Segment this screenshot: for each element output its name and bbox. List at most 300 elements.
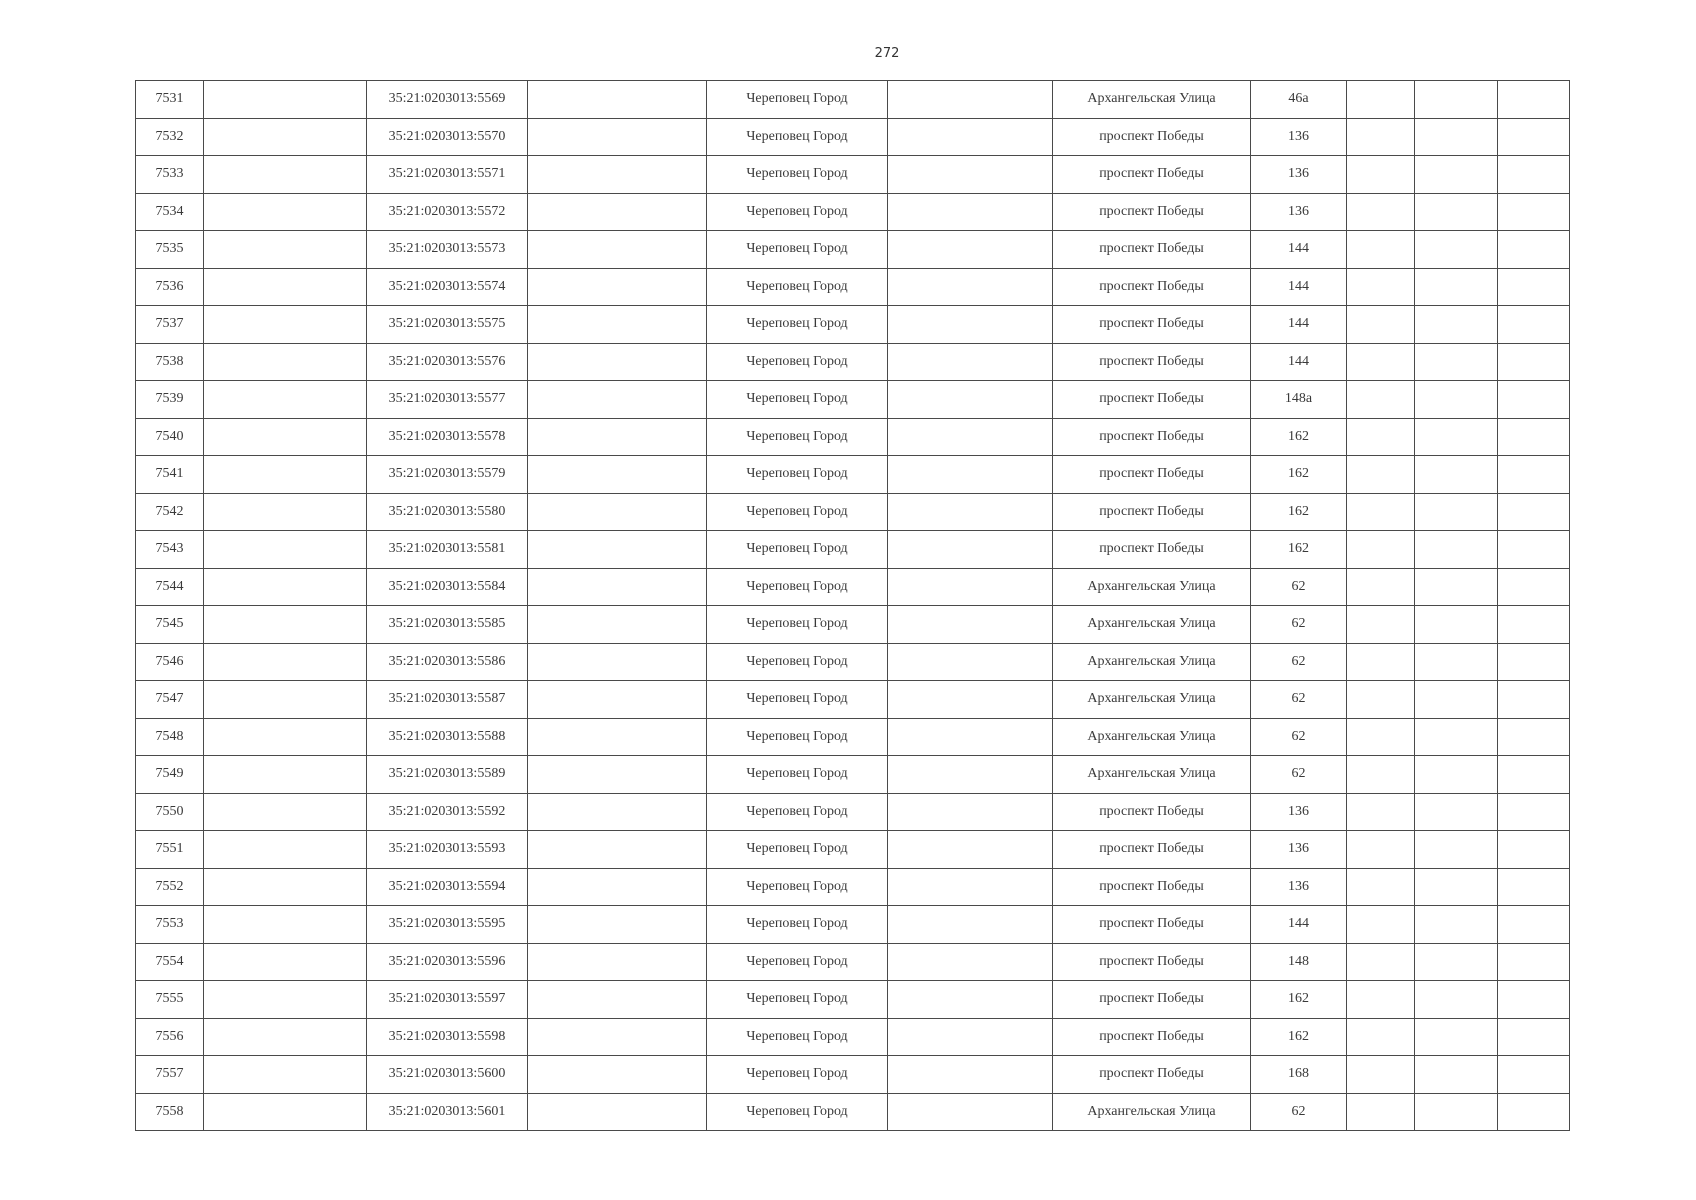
- city-cell: Череповец Город: [707, 156, 888, 194]
- empty-cell: [1347, 156, 1415, 194]
- empty-cell: [204, 643, 367, 681]
- empty-cell: [528, 943, 707, 981]
- empty-cell: [204, 193, 367, 231]
- house-number-cell: 162: [1251, 418, 1347, 456]
- empty-cell: [1347, 531, 1415, 569]
- city-cell: Череповец Город: [707, 568, 888, 606]
- empty-cell: [1498, 343, 1570, 381]
- cadastral-number-cell: 35:21:0203013:5578: [367, 418, 528, 456]
- cadastral-number-cell: 35:21:0203013:5584: [367, 568, 528, 606]
- empty-cell: [1498, 118, 1570, 156]
- cadastral-number-cell: 35:21:0203013:5577: [367, 381, 528, 419]
- empty-cell: [1347, 793, 1415, 831]
- cadastral-number-cell: 35:21:0203013:5597: [367, 981, 528, 1019]
- cadastral-number-cell: 35:21:0203013:5600: [367, 1056, 528, 1094]
- empty-cell: [1498, 306, 1570, 344]
- empty-cell: [1498, 1093, 1570, 1131]
- house-number-cell: 144: [1251, 906, 1347, 944]
- empty-cell: [204, 493, 367, 531]
- street-cell: проспект Победы: [1053, 343, 1251, 381]
- empty-cell: [204, 156, 367, 194]
- empty-cell: [1347, 268, 1415, 306]
- empty-cell: [888, 306, 1053, 344]
- empty-cell: [204, 456, 367, 494]
- empty-cell: [1498, 381, 1570, 419]
- empty-cell: [528, 156, 707, 194]
- empty-cell: [204, 718, 367, 756]
- empty-cell: [888, 456, 1053, 494]
- table-row: [136, 268, 1570, 306]
- table-row: [136, 943, 1570, 981]
- empty-cell: [888, 606, 1053, 644]
- empty-cell: [204, 81, 367, 119]
- street-cell: проспект Победы: [1053, 118, 1251, 156]
- house-number-cell: 162: [1251, 493, 1347, 531]
- empty-cell: [204, 118, 367, 156]
- street-cell: Архангельская Улица: [1053, 81, 1251, 119]
- cadastral-number-cell: 35:21:0203013:5601: [367, 1093, 528, 1131]
- empty-cell: [1347, 681, 1415, 719]
- empty-cell: [528, 718, 707, 756]
- empty-cell: [1415, 268, 1498, 306]
- empty-cell: [1498, 606, 1570, 644]
- empty-cell: [1498, 418, 1570, 456]
- empty-cell: [528, 1056, 707, 1094]
- row-number-cell: 7534: [136, 193, 204, 231]
- city-cell: Череповец Город: [707, 906, 888, 944]
- street-cell: Архангельская Улица: [1053, 1093, 1251, 1131]
- city-cell: Череповец Город: [707, 793, 888, 831]
- empty-cell: [204, 231, 367, 269]
- empty-cell: [1415, 718, 1498, 756]
- cadastral-number-cell: 35:21:0203013:5576: [367, 343, 528, 381]
- street-cell: проспект Победы: [1053, 456, 1251, 494]
- empty-cell: [204, 831, 367, 869]
- table-row: [136, 118, 1570, 156]
- empty-cell: [1347, 1018, 1415, 1056]
- empty-cell: [888, 681, 1053, 719]
- house-number-cell: 144: [1251, 231, 1347, 269]
- empty-cell: [888, 718, 1053, 756]
- table-row: [136, 81, 1570, 119]
- row-number-cell: 7532: [136, 118, 204, 156]
- cadastral-number-cell: 35:21:0203013:5594: [367, 868, 528, 906]
- row-number-cell: 7541: [136, 456, 204, 494]
- empty-cell: [1347, 831, 1415, 869]
- table-row: [136, 193, 1570, 231]
- cadastral-number-cell: 35:21:0203013:5573: [367, 231, 528, 269]
- cadastral-number-cell: 35:21:0203013:5570: [367, 118, 528, 156]
- empty-cell: [1415, 1093, 1498, 1131]
- empty-cell: [528, 606, 707, 644]
- empty-cell: [1498, 156, 1570, 194]
- house-number-cell: 136: [1251, 831, 1347, 869]
- empty-cell: [888, 193, 1053, 231]
- empty-cell: [204, 793, 367, 831]
- empty-cell: [1415, 643, 1498, 681]
- row-number-cell: 7535: [136, 231, 204, 269]
- cadastral-number-cell: 35:21:0203013:5571: [367, 156, 528, 194]
- empty-cell: [1415, 418, 1498, 456]
- empty-cell: [204, 981, 367, 1019]
- street-cell: проспект Победы: [1053, 906, 1251, 944]
- street-cell: проспект Победы: [1053, 493, 1251, 531]
- empty-cell: [1347, 568, 1415, 606]
- house-number-cell: 46а: [1251, 81, 1347, 119]
- street-cell: проспект Победы: [1053, 193, 1251, 231]
- street-cell: проспект Победы: [1053, 831, 1251, 869]
- empty-cell: [1347, 1093, 1415, 1131]
- empty-cell: [1498, 643, 1570, 681]
- table-row: [136, 456, 1570, 494]
- row-number-cell: 7544: [136, 568, 204, 606]
- house-number-cell: 136: [1251, 193, 1347, 231]
- city-cell: Череповец Город: [707, 81, 888, 119]
- cadastral-number-cell: 35:21:0203013:5575: [367, 306, 528, 344]
- empty-cell: [528, 306, 707, 344]
- empty-cell: [528, 568, 707, 606]
- table-row: [136, 156, 1570, 194]
- table-row: [136, 531, 1570, 569]
- house-number-cell: 62: [1251, 681, 1347, 719]
- empty-cell: [528, 906, 707, 944]
- table-row: [136, 681, 1570, 719]
- empty-cell: [1415, 906, 1498, 944]
- house-number-cell: 144: [1251, 268, 1347, 306]
- empty-cell: [1415, 756, 1498, 794]
- row-number-cell: 7556: [136, 1018, 204, 1056]
- table-row: [136, 718, 1570, 756]
- table-row: [136, 606, 1570, 644]
- table-row: [136, 306, 1570, 344]
- city-cell: Череповец Город: [707, 681, 888, 719]
- row-number-cell: 7552: [136, 868, 204, 906]
- empty-cell: [888, 943, 1053, 981]
- cadastral-number-cell: 35:21:0203013:5586: [367, 643, 528, 681]
- empty-cell: [1347, 868, 1415, 906]
- empty-cell: [1498, 831, 1570, 869]
- empty-cell: [888, 981, 1053, 1019]
- house-number-cell: 162: [1251, 1018, 1347, 1056]
- row-number-cell: 7536: [136, 268, 204, 306]
- empty-cell: [888, 1093, 1053, 1131]
- empty-cell: [528, 531, 707, 569]
- empty-cell: [888, 793, 1053, 831]
- street-cell: проспект Победы: [1053, 268, 1251, 306]
- empty-cell: [1415, 1018, 1498, 1056]
- house-number-cell: 62: [1251, 1093, 1347, 1131]
- empty-cell: [204, 306, 367, 344]
- empty-cell: [204, 681, 367, 719]
- row-number-cell: 7539: [136, 381, 204, 419]
- empty-cell: [528, 493, 707, 531]
- city-cell: Череповец Город: [707, 831, 888, 869]
- empty-cell: [204, 268, 367, 306]
- street-cell: Архангельская Улица: [1053, 606, 1251, 644]
- empty-cell: [1415, 793, 1498, 831]
- table-row: [136, 418, 1570, 456]
- empty-cell: [1415, 306, 1498, 344]
- city-cell: Череповец Город: [707, 643, 888, 681]
- street-cell: проспект Победы: [1053, 418, 1251, 456]
- empty-cell: [1415, 981, 1498, 1019]
- empty-cell: [204, 756, 367, 794]
- row-number-cell: 7542: [136, 493, 204, 531]
- row-number-cell: 7540: [136, 418, 204, 456]
- table-row: [136, 231, 1570, 269]
- row-number-cell: 7554: [136, 943, 204, 981]
- empty-cell: [1498, 456, 1570, 494]
- row-number-cell: 7553: [136, 906, 204, 944]
- empty-cell: [528, 793, 707, 831]
- city-cell: Череповец Город: [707, 343, 888, 381]
- city-cell: Череповец Город: [707, 118, 888, 156]
- empty-cell: [888, 1056, 1053, 1094]
- empty-cell: [1498, 81, 1570, 119]
- table-row: [136, 493, 1570, 531]
- empty-cell: [204, 531, 367, 569]
- street-cell: проспект Победы: [1053, 156, 1251, 194]
- empty-cell: [528, 268, 707, 306]
- table-row: [136, 906, 1570, 944]
- empty-cell: [1415, 81, 1498, 119]
- empty-cell: [528, 343, 707, 381]
- empty-cell: [1347, 306, 1415, 344]
- street-cell: проспект Победы: [1053, 868, 1251, 906]
- street-cell: проспект Победы: [1053, 1018, 1251, 1056]
- table-row: [136, 1056, 1570, 1094]
- city-cell: Череповец Город: [707, 231, 888, 269]
- empty-cell: [1347, 193, 1415, 231]
- empty-cell: [204, 343, 367, 381]
- empty-cell: [888, 756, 1053, 794]
- house-number-cell: 148а: [1251, 381, 1347, 419]
- empty-cell: [1415, 868, 1498, 906]
- row-number-cell: 7546: [136, 643, 204, 681]
- street-cell: проспект Победы: [1053, 306, 1251, 344]
- street-cell: проспект Победы: [1053, 1056, 1251, 1094]
- empty-cell: [1415, 456, 1498, 494]
- empty-cell: [528, 81, 707, 119]
- street-cell: проспект Победы: [1053, 231, 1251, 269]
- empty-cell: [1498, 943, 1570, 981]
- street-cell: проспект Победы: [1053, 531, 1251, 569]
- empty-cell: [528, 831, 707, 869]
- city-cell: Череповец Город: [707, 1056, 888, 1094]
- empty-cell: [1498, 681, 1570, 719]
- cadastral-number-cell: 35:21:0203013:5579: [367, 456, 528, 494]
- house-number-cell: 62: [1251, 568, 1347, 606]
- empty-cell: [1498, 531, 1570, 569]
- row-number-cell: 7538: [136, 343, 204, 381]
- street-cell: Архангельская Улица: [1053, 643, 1251, 681]
- city-cell: Череповец Город: [707, 456, 888, 494]
- empty-cell: [204, 906, 367, 944]
- cadastral-number-cell: 35:21:0203013:5593: [367, 831, 528, 869]
- row-number-cell: 7558: [136, 1093, 204, 1131]
- empty-cell: [204, 868, 367, 906]
- empty-cell: [888, 568, 1053, 606]
- row-number-cell: 7557: [136, 1056, 204, 1094]
- street-cell: Архангельская Улица: [1053, 756, 1251, 794]
- empty-cell: [1415, 831, 1498, 869]
- empty-cell: [1415, 381, 1498, 419]
- empty-cell: [1347, 493, 1415, 531]
- house-number-cell: 144: [1251, 306, 1347, 344]
- empty-cell: [204, 1093, 367, 1131]
- table-row: [136, 756, 1570, 794]
- cadastral-number-cell: 35:21:0203013:5595: [367, 906, 528, 944]
- table-body: [136, 81, 1570, 1131]
- empty-cell: [528, 456, 707, 494]
- empty-cell: [888, 418, 1053, 456]
- cadastral-number-cell: 35:21:0203013:5587: [367, 681, 528, 719]
- city-cell: Череповец Город: [707, 381, 888, 419]
- table-row: [136, 1093, 1570, 1131]
- empty-cell: [1415, 193, 1498, 231]
- house-number-cell: 162: [1251, 456, 1347, 494]
- empty-cell: [888, 118, 1053, 156]
- city-cell: Череповец Город: [707, 981, 888, 1019]
- empty-cell: [1347, 343, 1415, 381]
- empty-cell: [1347, 81, 1415, 119]
- empty-cell: [1347, 943, 1415, 981]
- empty-cell: [888, 868, 1053, 906]
- empty-cell: [204, 381, 367, 419]
- street-cell: проспект Победы: [1053, 381, 1251, 419]
- table-row: [136, 981, 1570, 1019]
- city-cell: Череповец Город: [707, 268, 888, 306]
- row-number-cell: 7545: [136, 606, 204, 644]
- empty-cell: [1347, 981, 1415, 1019]
- city-cell: Череповец Город: [707, 493, 888, 531]
- empty-cell: [1415, 156, 1498, 194]
- row-number-cell: 7551: [136, 831, 204, 869]
- street-cell: Архангельская Улица: [1053, 681, 1251, 719]
- empty-cell: [204, 943, 367, 981]
- empty-cell: [888, 231, 1053, 269]
- registry-table: [135, 80, 1570, 1131]
- empty-cell: [888, 156, 1053, 194]
- empty-cell: [1498, 906, 1570, 944]
- empty-cell: [1347, 418, 1415, 456]
- empty-cell: [528, 118, 707, 156]
- empty-cell: [1415, 606, 1498, 644]
- empty-cell: [888, 831, 1053, 869]
- city-cell: Череповец Город: [707, 756, 888, 794]
- city-cell: Череповец Город: [707, 1018, 888, 1056]
- street-cell: проспект Победы: [1053, 981, 1251, 1019]
- empty-cell: [888, 643, 1053, 681]
- empty-cell: [1347, 1056, 1415, 1094]
- empty-cell: [528, 681, 707, 719]
- empty-cell: [888, 268, 1053, 306]
- empty-cell: [1347, 456, 1415, 494]
- empty-cell: [1498, 193, 1570, 231]
- cadastral-number-cell: 35:21:0203013:5588: [367, 718, 528, 756]
- street-cell: проспект Победы: [1053, 793, 1251, 831]
- row-number-cell: 7531: [136, 81, 204, 119]
- empty-cell: [1415, 118, 1498, 156]
- empty-cell: [1498, 868, 1570, 906]
- empty-cell: [1415, 1056, 1498, 1094]
- empty-cell: [888, 343, 1053, 381]
- empty-cell: [204, 1056, 367, 1094]
- empty-cell: [1347, 231, 1415, 269]
- empty-cell: [1415, 681, 1498, 719]
- street-cell: Архангельская Улица: [1053, 568, 1251, 606]
- empty-cell: [1498, 1018, 1570, 1056]
- empty-cell: [1498, 231, 1570, 269]
- empty-cell: [528, 1093, 707, 1131]
- row-number-cell: 7547: [136, 681, 204, 719]
- table-row: [136, 381, 1570, 419]
- empty-cell: [528, 231, 707, 269]
- empty-cell: [1415, 343, 1498, 381]
- cadastral-number-cell: 35:21:0203013:5592: [367, 793, 528, 831]
- empty-cell: [888, 1018, 1053, 1056]
- table-row: [136, 643, 1570, 681]
- house-number-cell: 62: [1251, 756, 1347, 794]
- page-number: 272: [874, 46, 900, 61]
- house-number-cell: 168: [1251, 1056, 1347, 1094]
- empty-cell: [1415, 231, 1498, 269]
- cadastral-number-cell: 35:21:0203013:5596: [367, 943, 528, 981]
- house-number-cell: 62: [1251, 606, 1347, 644]
- house-number-cell: 148: [1251, 943, 1347, 981]
- row-number-cell: 7549: [136, 756, 204, 794]
- empty-cell: [1347, 906, 1415, 944]
- city-cell: Череповец Город: [707, 306, 888, 344]
- empty-cell: [528, 981, 707, 1019]
- empty-cell: [1347, 606, 1415, 644]
- empty-cell: [204, 1018, 367, 1056]
- empty-cell: [1498, 568, 1570, 606]
- cadastral-number-cell: 35:21:0203013:5574: [367, 268, 528, 306]
- empty-cell: [204, 418, 367, 456]
- table-row: [136, 793, 1570, 831]
- empty-cell: [888, 381, 1053, 419]
- row-number-cell: 7533: [136, 156, 204, 194]
- row-number-cell: 7550: [136, 793, 204, 831]
- empty-cell: [528, 418, 707, 456]
- empty-cell: [528, 193, 707, 231]
- empty-cell: [1498, 493, 1570, 531]
- empty-cell: [1415, 568, 1498, 606]
- house-number-cell: 62: [1251, 718, 1347, 756]
- empty-cell: [528, 381, 707, 419]
- city-cell: Череповец Город: [707, 1093, 888, 1131]
- house-number-cell: 136: [1251, 868, 1347, 906]
- row-number-cell: 7548: [136, 718, 204, 756]
- cadastral-number-cell: 35:21:0203013:5572: [367, 193, 528, 231]
- house-number-cell: 62: [1251, 643, 1347, 681]
- street-cell: Архангельская Улица: [1053, 718, 1251, 756]
- empty-cell: [1498, 718, 1570, 756]
- house-number-cell: 162: [1251, 531, 1347, 569]
- table-row: [136, 868, 1570, 906]
- empty-cell: [528, 756, 707, 794]
- table-row: [136, 568, 1570, 606]
- empty-cell: [1498, 756, 1570, 794]
- empty-cell: [528, 1018, 707, 1056]
- city-cell: Череповец Город: [707, 418, 888, 456]
- house-number-cell: 136: [1251, 118, 1347, 156]
- cadastral-number-cell: 35:21:0203013:5569: [367, 81, 528, 119]
- house-number-cell: 144: [1251, 343, 1347, 381]
- empty-cell: [1347, 643, 1415, 681]
- empty-cell: [1498, 793, 1570, 831]
